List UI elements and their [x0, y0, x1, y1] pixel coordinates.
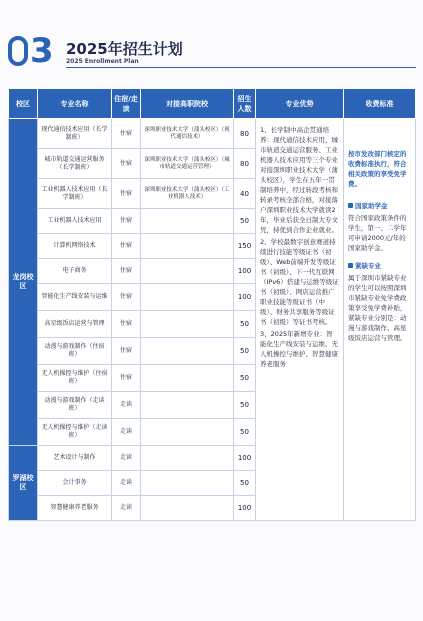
advantages-cell	[256, 119, 344, 521]
fees-cell	[344, 119, 416, 521]
advantage-item: 3、2025年新增专业：智能化生产线安装与运维、无人机操控与维护、智慧健康养老服务	[260, 330, 338, 368]
lodging: 住宿	[112, 365, 141, 392]
advantage-item: 2、学校最数字创意赛道持续进行技能等级证书（初级）、Web前端开发等级证书（初级）、下一代互联网（IPv6）搭建与运维等级证书（初级）、网店运营推广职业技能等级证书（中级）、财务共享服务等级证书（初级）等证书考核。	[260, 238, 339, 326]
partner-school	[141, 284, 234, 311]
header-fees: 收费标准	[344, 89, 416, 119]
header-partner: 对接高职院校	[141, 89, 234, 119]
enroll-count: 50	[234, 419, 256, 446]
partner-school	[141, 338, 234, 365]
partner-school	[141, 471, 234, 496]
enroll-count: 100	[234, 259, 256, 284]
partner-school	[141, 392, 234, 419]
enroll-count: 50	[234, 392, 256, 419]
campus-longgang: 龙岗校区	[9, 119, 38, 446]
lodging: 住宿	[112, 338, 141, 365]
major-name: 会计事务	[38, 471, 112, 496]
lodging: 走读	[112, 446, 141, 471]
enrollment-table	[8, 88, 416, 521]
partner-school	[141, 496, 234, 521]
enroll-count: 150	[234, 234, 256, 259]
enroll-count: 50	[234, 365, 256, 392]
aid-title: 国家助学金	[355, 202, 388, 210]
lodging: 住宿	[112, 179, 141, 209]
partner-school: 深圳职业技术大学（蒲头校区）（城市轨道交通运营管理）	[141, 149, 234, 179]
partner-school	[141, 311, 234, 338]
header-advantages: 专业优势	[256, 89, 344, 119]
lodging: 住宿	[112, 149, 141, 179]
major-name: 智慧健康养老服务	[38, 496, 112, 521]
major-name: 智能化生产线安装与运维	[38, 284, 112, 311]
lodging: 走读	[112, 392, 141, 419]
major-name: 高星级饭店运营与管理	[38, 311, 112, 338]
shortage-title: 紧缺专业	[355, 262, 381, 270]
page-subtitle: 2025 Enrollment Plan	[66, 58, 139, 65]
enroll-count: 50	[234, 311, 256, 338]
major-name: 城市轨道交通运营服务（长学制班）	[38, 149, 112, 179]
enroll-count: 50	[234, 338, 256, 365]
enroll-count: 50	[234, 209, 256, 234]
major-name: 计算机网络技术	[38, 234, 112, 259]
major-name: 现代通信技术应用（长学制班）	[38, 119, 112, 149]
major-name: 艺术设计与制作	[38, 446, 112, 471]
partner-school	[141, 209, 234, 234]
lodging: 走读	[112, 419, 141, 446]
enroll-count: 40	[234, 179, 256, 209]
enroll-count: 100	[234, 446, 256, 471]
enroll-count: 100	[234, 496, 256, 521]
enroll-count: 100	[234, 284, 256, 311]
section-number: 3	[8, 34, 53, 68]
lodging: 住宿	[112, 259, 141, 284]
lodging: 住宿	[112, 209, 141, 234]
lodging: 住宿	[112, 284, 141, 311]
campus-luohu: 罗湖校区	[9, 446, 38, 521]
header-count: 招生人数	[234, 89, 256, 119]
partner-school	[141, 234, 234, 259]
lodging: 走读	[112, 471, 141, 496]
bullet-icon	[348, 203, 353, 208]
lodging: 走读	[112, 496, 141, 521]
shortage-heading	[348, 261, 411, 271]
table-header-row	[9, 89, 416, 119]
enroll-count: 80	[234, 119, 256, 149]
section-number-zero-ring	[8, 36, 28, 66]
major-name: 工业机器人技术应用（长学制班）	[38, 179, 112, 209]
enroll-count: 80	[234, 149, 256, 179]
page-title: 2025年招生计划	[66, 40, 183, 58]
aid-text: 符合国家政策条件的学生，第一、二学年可申请2000元/年的国家助学金。	[348, 214, 407, 252]
lodging: 住宿	[112, 119, 141, 149]
lodging: 住宿	[112, 311, 141, 338]
advantage-item: 1、长学制中高企贯通培养：现代通信技术应用、城市轨道交通运营服务、工业机器人技术应用等三个专业对接深圳职业技术大学（蒲头校区），学生在五年一贯制培养中，经过转段考核和转录考核全部合格，对接落户深圳职业技术大学就读2年，毕业后获全日制大专文凭，持优到合作企业就业。	[260, 126, 338, 234]
major-name: 电子商务	[38, 259, 112, 284]
header-lodging: 住宿/走读	[112, 89, 141, 119]
table-row	[9, 119, 416, 149]
major-name: 工业机器人技术应用	[38, 209, 112, 234]
partner-school	[141, 446, 234, 471]
enroll-count: 50	[234, 471, 256, 496]
page-header	[8, 31, 418, 82]
partner-school: 深圳职业技术大学（蒲头校区）（现代通信技术）	[141, 119, 234, 149]
header-major: 专业名称	[38, 89, 112, 119]
major-name: 无人机操控与维护（住宿班）	[38, 365, 112, 392]
shortage-text: 属于深圳市紧缺专业的学生可以按照深圳市紧缺专业免学费政策享受免学费补贴，紧缺专业分别是：动漫与游戏制作、高星级饭店运营与管理。	[348, 274, 407, 342]
major-name: 动漫与游戏制作（走读班）	[38, 392, 112, 419]
major-name: 无人机操控与维护（走读班）	[38, 419, 112, 446]
partner-school	[141, 259, 234, 284]
major-name: 动漫与游戏制作（住宿班）	[38, 338, 112, 365]
aid-heading	[348, 201, 411, 211]
partner-school: 深圳职业技术大学（蒲头校区）（工业机器人技术）	[141, 179, 234, 209]
lodging: 住宿	[112, 234, 141, 259]
header-divider	[66, 67, 416, 68]
partner-school	[141, 365, 234, 392]
fees-intro: 按市发改部门核定的收费标准执行，符合相关政策的享受免学费。	[348, 150, 407, 188]
header-campus: 校区	[9, 89, 38, 119]
partner-school	[141, 419, 234, 446]
bullet-icon	[348, 263, 353, 268]
